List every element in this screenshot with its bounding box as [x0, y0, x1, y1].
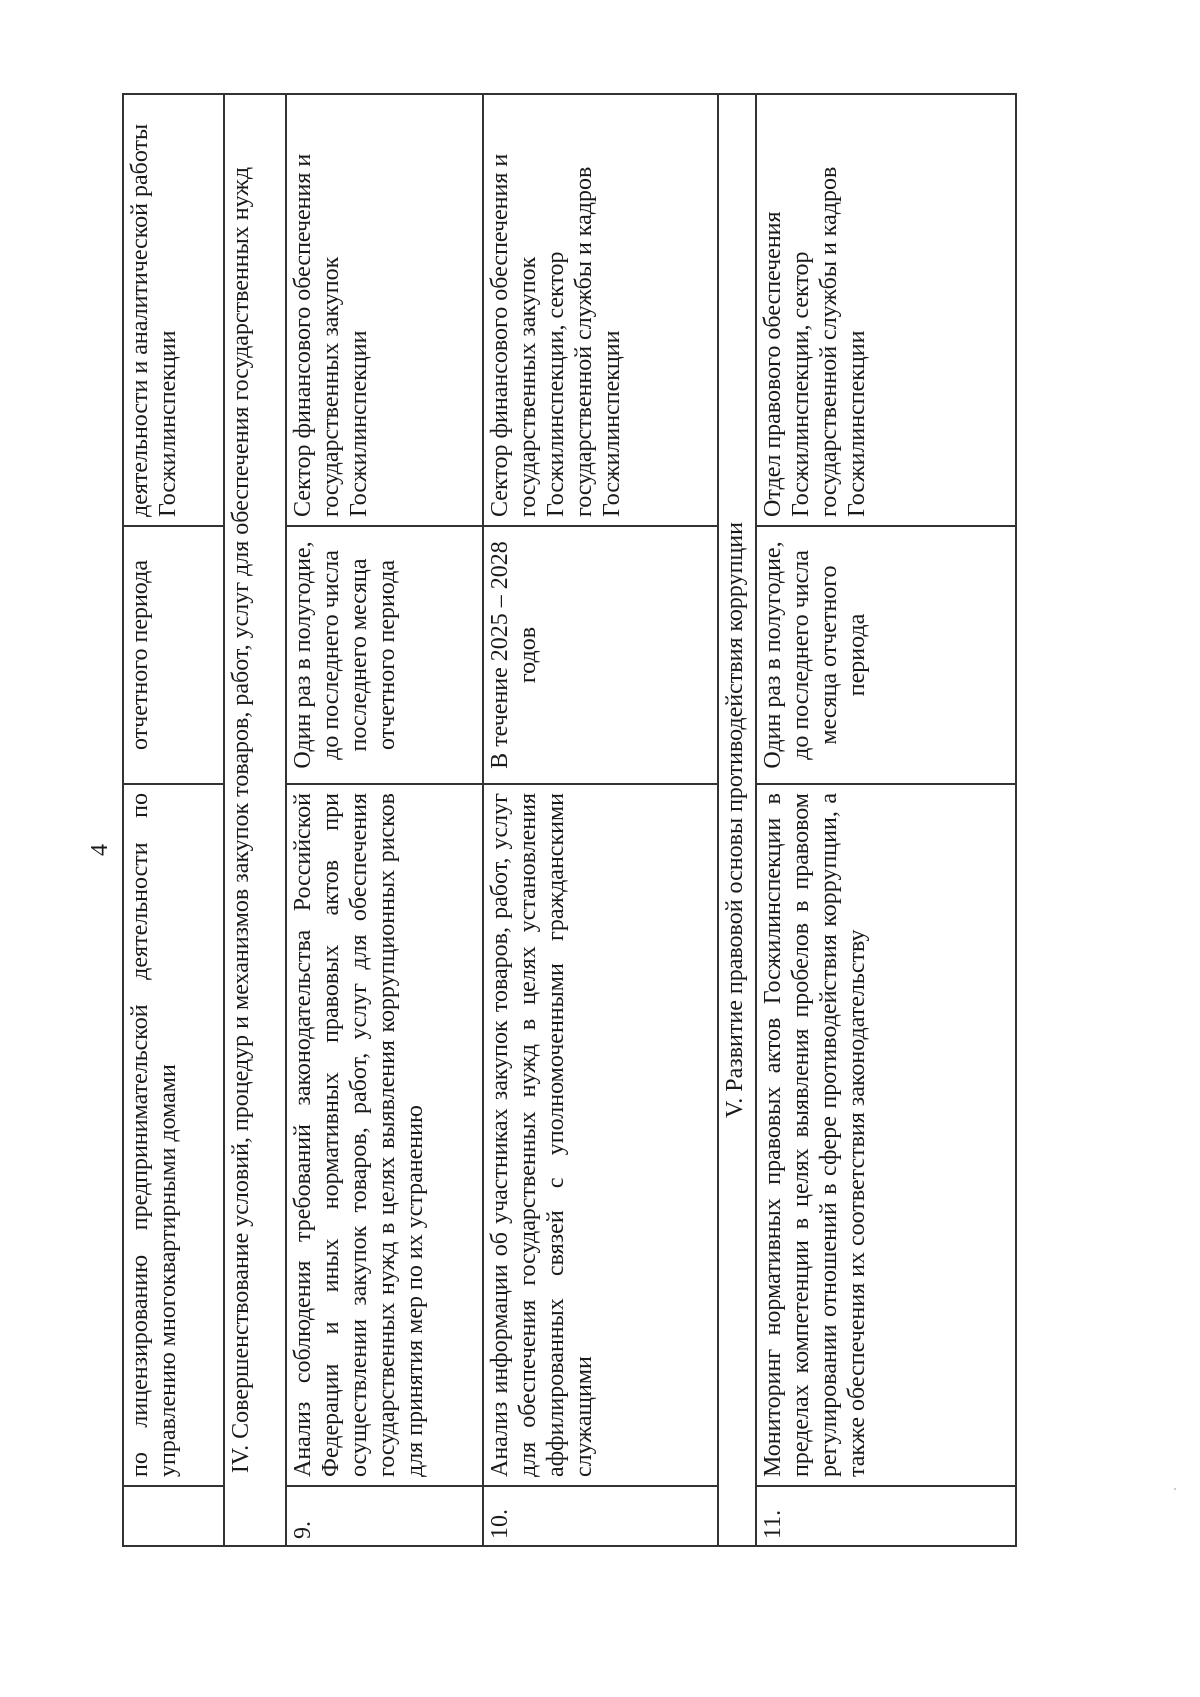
- table-row: [123, 94, 224, 1546]
- responsible-cell: деятельности и аналитической работы Госжилинспекции: [123, 94, 224, 526]
- row-number-cell: [123, 1486, 224, 1546]
- responsible-cell: Отдел правового обеспечения Госжилинспекции, сектор государственной службы и кадров Госжилинспекции: [756, 94, 1016, 526]
- row-number-cell: 9.: [286, 1486, 483, 1546]
- row-number-cell: 10.: [483, 1486, 718, 1546]
- measure-cell: Анализ информации об участниках закупок товаров, работ, услуг для обеспечения государственных нужд в целях установления аффилированных связей с уполномоченными гражданскими служащими: [483, 784, 718, 1486]
- section-heading-row: [718, 94, 756, 1546]
- scan-speck: [1174, 1488, 1176, 1490]
- section-heading-v: V. Развитие правовой основы противодействия коррупции: [718, 94, 756, 1546]
- deadline-cell: отчетного периода: [123, 526, 224, 784]
- table-row: [756, 94, 1016, 1546]
- responsible-cell: Сектор финансового обеспечения и государственных закупок Госжилинспекции, сектор государственной службы и кадров Госжилинспекции: [483, 94, 718, 526]
- rotated-plan-table: [122, 95, 1017, 1547]
- measure-cell: Анализ соблюдения требований законодательства Российской Федерации и иных нормативных правовых актов при осуществлении закупок товаров, работ, услуг для обеспечения государственных нужд в целях выявления коррупционных рисков для принятия мер по их устранению: [286, 784, 483, 1486]
- deadline-cell: В течение 2025 – 2028 годов: [483, 526, 718, 784]
- page-number: 4: [87, 844, 113, 856]
- deadline-cell: Один раз в полугодие, до последнего числа месяца отчетного периода: [756, 526, 1016, 784]
- measure-cell: Мониторинг нормативных правовых актов Госжилинспекции в пределах компетенции в целях выявления пробелов в правовом регулировании отношений в сфере противодействия коррупции, а также обеспечения их соответствия законодательству: [756, 784, 1016, 1486]
- section-heading-row: [224, 94, 287, 1546]
- deadline-cell: Один раз в полугодие, до последнего числа последнего месяца отчетного периода: [286, 526, 483, 784]
- table-row: [483, 94, 718, 1546]
- row-number-cell: 11.: [756, 1486, 1016, 1546]
- measure-cell: по лицензированию предпринимательской деятельности по управлению многоквартирными домами: [123, 784, 224, 1486]
- section-heading-iv: IV. Совершенствование условий, процедур и механизмов закупок товаров, работ, услуг для обеспечения государственных нужд: [224, 94, 287, 1546]
- responsible-cell: Сектор финансового обеспечения и государственных закупок Госжилинспекции: [286, 94, 483, 526]
- table-row: [286, 94, 483, 1546]
- plan-table: [122, 93, 1017, 1547]
